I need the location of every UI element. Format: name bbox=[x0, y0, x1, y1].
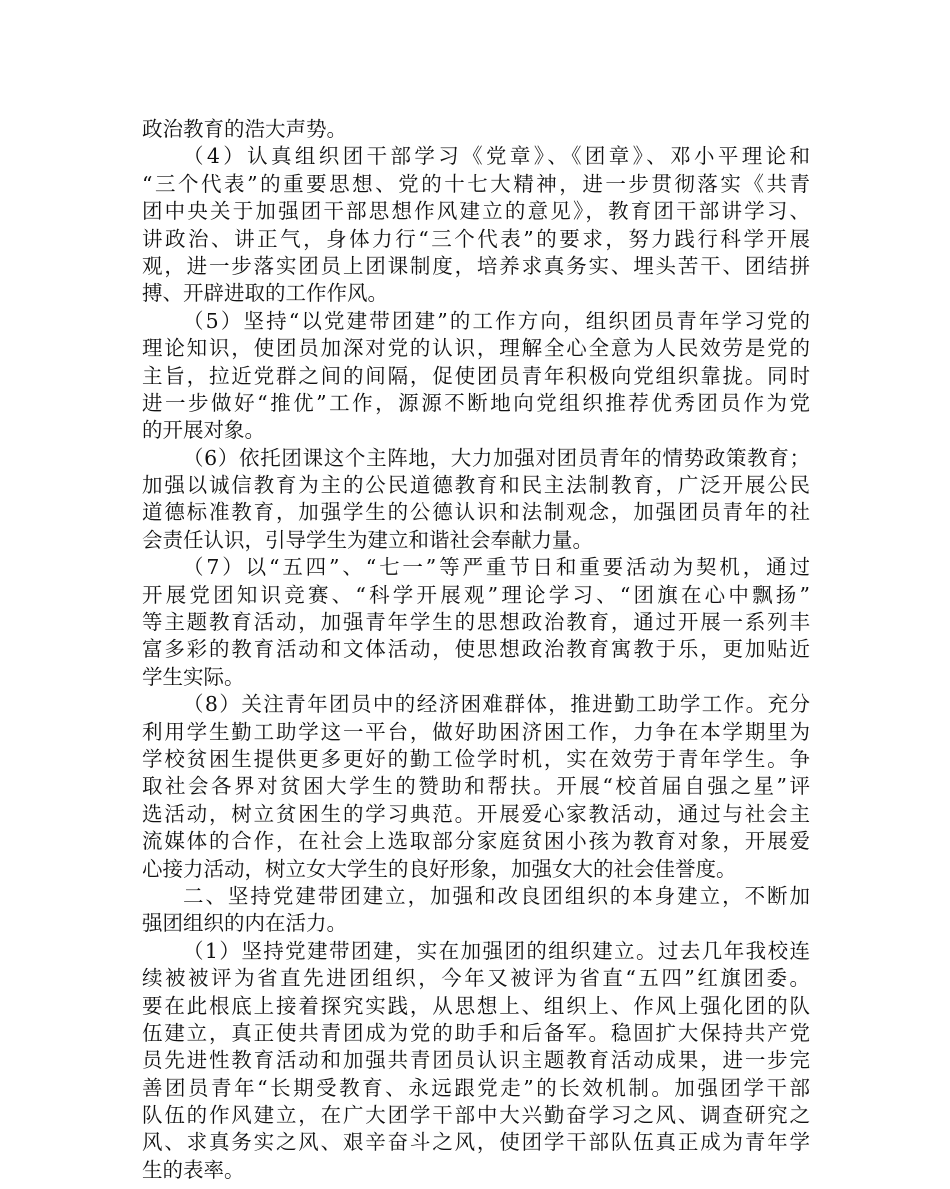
text-line: 心接力活动，树立女大学生的良好形象，加强女大的社会佳誉度。 bbox=[142, 856, 737, 881]
text-line: 学生实际。 bbox=[142, 664, 245, 689]
text-line: 富多彩的教育活动和文体活动，使思想政治教育寓教于乐，更加贴近 bbox=[142, 637, 810, 662]
text-line: 进一步做好“推优”工作，源源不断地向党组织推荐优秀团员作为党 bbox=[142, 390, 810, 415]
text-line: 取社会各界对贫困大学生的赞助和帮扶。开展“校首届自强之星”评 bbox=[142, 774, 810, 799]
text-line: 讲政治、讲正气，身体力行“三个代表”的要求，努力践行科学开展 bbox=[142, 226, 810, 251]
text-line: 团中央关于加强团干部思想作风建立的意见》，教育团干部讲学习、 bbox=[142, 199, 810, 224]
text-line: 强团组织的内在活力。 bbox=[142, 911, 347, 936]
section-heading-line: 二、坚持党建带团建立，加强和改良团组织的本身建立，不断加 bbox=[183, 883, 810, 908]
text-line: 员先进性教育活动和加强共青团员认识主题教育活动成果，进一步完 bbox=[142, 1048, 810, 1073]
text-line: 搏、开辟进取的工作作风。 bbox=[142, 281, 388, 306]
text-line: 流媒体的合作，在社会上选取部分家庭贫困小孩为教育对象，开展爱 bbox=[142, 829, 810, 854]
text-line: 续被被评为省直先进团组织，今年又被评为省直“五四”红旗团委。 bbox=[142, 966, 810, 991]
paragraph-start-line: （1）坚持党建带团建，实在加强团的组织建立。过去几年我校连 bbox=[183, 938, 810, 963]
text-line: 等主题教育活动，加强青年学生的思想政治教育，通过开展一系列丰 bbox=[142, 610, 810, 635]
text-line: 开展党团知识竞赛、“科学开展观”理论学习、“团旗在心中飘扬” bbox=[142, 582, 810, 607]
text-line: 选活动，树立贫困生的学习典范。开展爱心家教活动，通过与社会主 bbox=[142, 801, 810, 826]
text-line: 加强以诚信教育为主的公民道德教育和民主法制教育，广泛开展公民 bbox=[142, 473, 810, 498]
text-line: 善团员青年“长期受教育、永远跟党走”的长效机制。加强团学干部 bbox=[142, 1075, 810, 1100]
text-line: 风、求真务实之风、艰辛奋斗之风，使团学干部队伍真正成为青年学 bbox=[142, 1130, 810, 1155]
text-line: 会责任认识，引导学生为建立和谐社会奉献力量。 bbox=[142, 527, 593, 552]
text-line: 学校贫困生提供更多更好的勤工俭学时机，实在效劳于青年学生。争 bbox=[142, 746, 810, 771]
text-line: 政治教育的浩大声势。 bbox=[142, 117, 347, 141]
text-line: 道德标准教育，加强学生的公德认识和法制观念，加强团员青年的社 bbox=[142, 500, 810, 525]
text-line: 理论知识，使团员加深对党的认识，理解全心全意为人民效劳是党的 bbox=[142, 336, 810, 361]
text-line: 利用学生勤工助学这一平台，做好助困济困工作，力争在本学期里为 bbox=[142, 719, 810, 744]
paragraph-start-line: （5）坚持“以党建带团建”的工作方向，组织团员青年学习党的 bbox=[183, 308, 810, 333]
text-line: “三个代表”的重要思想、党的十七大精神，进一步贯彻落实《共青 bbox=[142, 171, 810, 196]
text-line: 主旨，拉近党群之间的间隔，促使团员青年积极向党组织靠拢。同时 bbox=[142, 363, 810, 388]
paragraph-start-line: （6）依托团课这个主阵地，大力加强对团员青年的情势政策教育； bbox=[183, 445, 810, 470]
text-line: 观，进一步落实团员上团课制度，培养求真务实、埋头苦干、团结拼 bbox=[142, 253, 810, 278]
text-line: 的开展对象。 bbox=[142, 418, 265, 443]
text-line: 伍建立，真正使共青团成为党的助手和后备军。稳固扩大保持共产党 bbox=[142, 1020, 810, 1045]
text-line: 要在此根底上接着探究实践，从思想上、组织上、作风上强化团的队 bbox=[142, 993, 810, 1018]
text-line: 生的表率。 bbox=[142, 1157, 245, 1182]
document-body bbox=[142, 116, 810, 1184]
text-line: 队伍的作风建立，在广大团学干部中大兴勤奋学习之风、调查研究之 bbox=[142, 1103, 810, 1128]
paragraph-start-line: （8）关注青年团员中的经济困难群体，推进勤工助学工作。充分 bbox=[183, 692, 810, 717]
paragraph-start-line: （7）以“五四”、“七一”等严重节日和重要活动为契机，通过 bbox=[183, 555, 810, 580]
paragraph-start-line: （4）认真组织团干部学习《党章》、《团章》、邓小平理论和 bbox=[183, 144, 810, 169]
